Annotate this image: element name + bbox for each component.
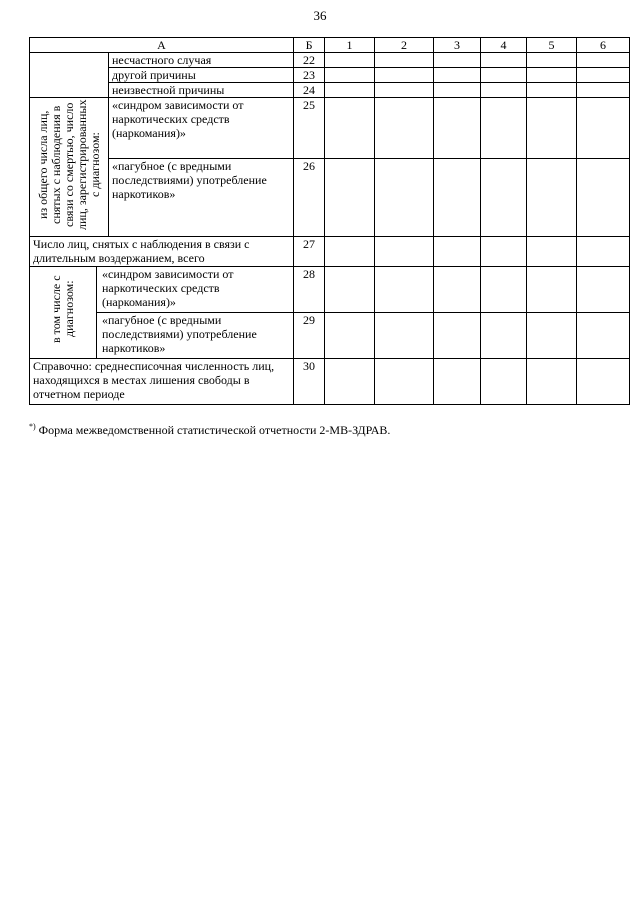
header-col-3: 3 (434, 38, 481, 53)
value-cell[interactable] (481, 98, 527, 159)
value-cell[interactable] (481, 359, 527, 405)
row-label: Число лиц, снятых с наблюдения в связи с длительным воздержанием, всего (30, 237, 294, 267)
value-cell[interactable] (577, 83, 630, 98)
value-cell[interactable] (325, 159, 375, 237)
value-cell[interactable] (325, 98, 375, 159)
value-cell[interactable] (577, 53, 630, 68)
row-label: «пагубное (с вредными последствиями) употребление наркотиков» (109, 159, 294, 237)
value-cell[interactable] (577, 68, 630, 83)
row-code: 25 (294, 98, 325, 159)
row-code: 27 (294, 237, 325, 267)
value-cell[interactable] (375, 83, 434, 98)
footnote (29, 422, 390, 438)
value-cell[interactable] (434, 267, 481, 313)
header-col-6: 6 (577, 38, 630, 53)
row-code: 24 (294, 83, 325, 98)
value-cell[interactable] (527, 98, 577, 159)
value-cell[interactable] (527, 237, 577, 267)
row-label: «синдром зависимости от наркотических средств (наркомания)» (97, 267, 294, 313)
value-cell[interactable] (577, 98, 630, 159)
header-col-1: 1 (325, 38, 375, 53)
value-cell[interactable] (325, 359, 375, 405)
value-cell[interactable] (375, 53, 434, 68)
value-cell[interactable] (577, 359, 630, 405)
value-cell[interactable] (375, 98, 434, 159)
row-code: 30 (294, 359, 325, 405)
value-cell[interactable] (527, 267, 577, 313)
value-cell[interactable] (481, 159, 527, 237)
value-cell[interactable] (375, 267, 434, 313)
header-col-4: 4 (481, 38, 527, 53)
value-cell[interactable] (481, 83, 527, 98)
value-cell[interactable] (325, 53, 375, 68)
table-row (30, 68, 630, 83)
row-label: другой причины (109, 68, 294, 83)
group2-vertical-cell (30, 267, 97, 359)
value-cell[interactable] (325, 267, 375, 313)
value-cell[interactable] (434, 53, 481, 68)
value-cell[interactable] (325, 237, 375, 267)
row-code: 22 (294, 53, 325, 68)
table-row (30, 267, 630, 313)
value-cell[interactable] (527, 313, 577, 359)
value-cell[interactable] (577, 237, 630, 267)
report-table (29, 37, 630, 405)
header-col-2: 2 (375, 38, 434, 53)
row-label: Справочно: среднесписочная численность лиц, находящихся в местах лишения свободы в отчетном периоде (30, 359, 294, 405)
value-cell[interactable] (375, 159, 434, 237)
group1-vertical-label: из общего числа лиц, снятых с наблюдения в связи со смертью, число лиц, зарегистрированных с диагнозом: (35, 99, 102, 231)
row-label: несчастного случая (109, 53, 294, 68)
table-row (30, 53, 630, 68)
value-cell[interactable] (375, 359, 434, 405)
value-cell[interactable] (527, 359, 577, 405)
value-cell[interactable] (325, 83, 375, 98)
value-cell[interactable] (577, 159, 630, 237)
value-cell[interactable] (577, 313, 630, 359)
header-col-5: 5 (527, 38, 577, 53)
value-cell[interactable] (577, 267, 630, 313)
header-col-b: Б (294, 38, 325, 53)
value-cell[interactable] (434, 159, 481, 237)
value-cell[interactable] (481, 267, 527, 313)
row-label: неизвестной причины (109, 83, 294, 98)
footnote-text: Форма межведомственной статистической отчетности 2-МВ-ЗДРАВ. (38, 423, 391, 437)
row-code: 23 (294, 68, 325, 83)
table-row (30, 159, 630, 237)
value-cell[interactable] (434, 98, 481, 159)
value-cell[interactable] (375, 313, 434, 359)
value-cell[interactable] (434, 68, 481, 83)
value-cell[interactable] (325, 313, 375, 359)
value-cell[interactable] (481, 237, 527, 267)
table-row (30, 359, 630, 405)
table-row (30, 98, 630, 159)
footnote-mark: *) (29, 422, 36, 431)
group2-vertical-label: в том числе с диагнозом: (49, 275, 76, 343)
header-col-a: А (30, 38, 294, 53)
value-cell[interactable] (527, 53, 577, 68)
value-cell[interactable] (434, 359, 481, 405)
row-label: «пагубное (с вредными последствиями) употребление наркотиков» (97, 313, 294, 359)
group1-vertical-cell (30, 98, 109, 237)
table-row (30, 83, 630, 98)
value-cell[interactable] (527, 159, 577, 237)
table-row (30, 313, 630, 359)
value-cell[interactable] (481, 313, 527, 359)
header-row (30, 38, 630, 53)
value-cell[interactable] (325, 68, 375, 83)
value-cell[interactable] (481, 68, 527, 83)
page-number: 36 (313, 8, 327, 23)
row-code: 26 (294, 159, 325, 237)
value-cell[interactable] (434, 313, 481, 359)
row-code: 29 (294, 313, 325, 359)
value-cell[interactable] (527, 83, 577, 98)
value-cell[interactable] (434, 83, 481, 98)
value-cell[interactable] (527, 68, 577, 83)
row-code: 28 (294, 267, 325, 313)
row-label: «синдром зависимости от наркотических средств (наркомания)» (109, 98, 294, 159)
value-cell[interactable] (434, 237, 481, 267)
value-cell[interactable] (375, 237, 434, 267)
value-cell[interactable] (481, 53, 527, 68)
table-row (30, 237, 630, 267)
blank-cell (30, 53, 109, 98)
value-cell[interactable] (375, 68, 434, 83)
